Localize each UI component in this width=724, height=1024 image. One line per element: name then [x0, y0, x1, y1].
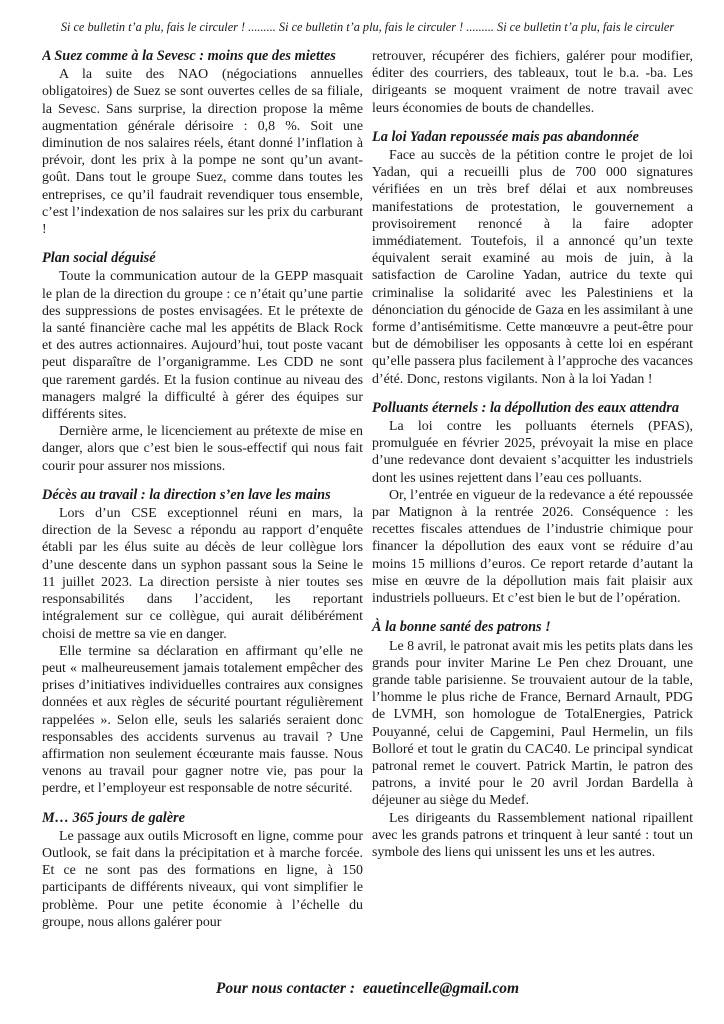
paragraph: Dernière arme, le licenciement au prétexte de mise en danger, alors que c’est bien le sous-effectif qui nous fait courir pour assurer nos missions.: [42, 424, 363, 474]
paragraph: Les dirigeants du Rassemblement national ripaillent avec les grands patrons et trinquent à leur santé : tout un symbole des liens qui unissent les uns et les autres.: [372, 810, 693, 860]
section-nao-suez: [42, 48, 363, 238]
contact-email: eauetincelle@gmail.com: [362, 980, 520, 997]
section-heading: M… 365 jours de galère: [42, 809, 185, 826]
section-plan-social: [42, 250, 363, 475]
circulation-banner: Si ce bulletin t’a plu, fais le circuler ! ......... Si ce bulletin t’a plu, fais le circuler ! ......... Si ce bulletin t’a plu, fais le circuler: [60, 20, 675, 34]
section-heading: A Suez comme à la Sevesc : moins que des miettes: [42, 48, 336, 64]
paragraph: Lors d’un CSE exceptionnel réuni en mars, la direction de la Sevesc a répondu au rapport d’enquête établi par les élus suite au décès de leur collègue lors d’une descente dans un syphon passant sous la Seine le 11 juillet 2023. La direction persiste à nier toutes ses responsabilités dans l’accident, les reportant intégralement sur ce collègue, qui aurait délibérément choisi de mettre sa vie en danger.: [42, 506, 363, 642]
section-loi-yadan: [372, 129, 693, 388]
paragraph: A la suite des NAO (négociations annuelles obligatoires) de Suez se sont ouvertes celles de sa filiale, la Sevesc. Sans surprise, la direction propose la même augmentation générale dérisoire : 0,8 %. Soit une diminution de nos salaires réels, étant donné l’inflation à prévoir, dont les prix à la pompe ne sont qu’un avant-goût. Dans tout le groupe Suez, comme dans toutes les entreprises, ce qu’il faudrait revendiquer tous ensemble, c’est l’indexation de nos salaires sur les prix du carburant !: [42, 67, 363, 238]
section-365-galere-continuation: [372, 48, 693, 117]
section-365-galere: [42, 810, 363, 931]
paragraph: Face au succès de la pétition contre le projet de loi Yadan, qui a recueilli plus de 700 000 signatures vérifiées en un très bref délai et aux nombreuses manifestations de protestation, le gouvernement a provisoirement renoncé à la faire adopter immédiatement. Toutefois, il a annoncé qu’un texte équivalent serait examiné au mois de juin, à la satisfaction de Caroline Yadan, autrice du texte qui criminalise la solidarité avec les Palestiniens et la dénonciation du génocide de Gaza en les assimilant à une forme d’antisémitisme. Cette manœuvre a peut-être pour but de démobiliser les opposants à cette loi en espérant qu’elle passera plus facilement à l’approche des vacances d’été. Donc, restons vigilants. Non à la loi Yadan !: [372, 148, 693, 387]
right-column: [372, 48, 693, 964]
paragraph: Or, l’entrée en vigueur de la redevance a été repoussée par Matignon à la rentrée 2026. Conséquence : les recettes fiscales attendues de l’industrie chimique pour financer la dépollution des eaux vont se réduire d’au moins 15 millions d’euros. Ce report retarde d’autant la mise en œuvre de la dépollution mais fait plaisir aux industriels pollueurs. Et c’est bien le but de l’opération.: [372, 487, 693, 607]
section-sante-patrons: [372, 619, 693, 861]
two-column-body: [42, 48, 693, 964]
paragraph: Toute la communication autour de la GEPP masquait le plan de la direction du groupe : ce n’était qu’une partie des suppressions de postes envisagées. Et le prétexte de la santé financière cache mal les appétits de Black Rock et des autres actionnaires. Aujourd’hui, tout poste vacant peut disparaître de l’organigramme. Les CDD ne sont que rarement gardés. Et la fusion continue au niveau des managers malgré la difficulté à gérer des équipes sur différents sites.: [42, 269, 363, 423]
paragraph: Le 8 avril, le patronat avait mis les petits plats dans les grands pour inviter Marine Le Pen chez Drouant, une grande table parisienne. Se trouvaient autour de la table, l’homme le plus riche de France, Bernard Arnault, PDG de LVMH, son homologue de TotalEnergies, Patrick Pouyanné, celui de Capgemini, Paul Hermelin, un fils Bolloré et tout le gratin du CAC40. Le principal syndicat patronal remet le couvert. Patrick Martin, le patron des patrons, a invité pour le 20 avril Jordan Bardella à déjeuner au siège du Medef.: [372, 638, 693, 809]
paragraph-continuation: retrouver, récupérer des fichiers, galérer pour modifier, éditer des courriers, des tableaux, tout le b.a. -ba. Les dirigeants se moquent vraiment de notre travail avec leurs économies de bouts de chandelles.: [372, 49, 693, 116]
contact-line: [42, 964, 693, 1024]
paragraph: Le passage aux outils Microsoft en ligne, comme pour Outlook, se fait dans la précipitation et à marche forcée. Et ce ne sont pas des formations en ligne, à 150 participants de différents niveaux, qui vont simplifier le problème. Pour une petite économie à l’échelle du groupe, nous allons galérer pour: [42, 828, 363, 930]
section-heading: La loi Yadan repoussée mais pas abandonnée: [372, 128, 639, 145]
paragraph: Elle termine sa déclaration en affirmant qu’elle ne peut « malheureusement jamais totalement empêcher des prises d’initiatives individuelles contraires aux consignes données et aux règles de sécurité pourtant régulièrement rappelées ». Selon elle, seuls les salariés seraient donc responsables des accidents survenus au travail ? Une affirmation non seulement écœurante mais fausse. Nous venons au travail pour gagner notre vie, pas pour la perdre, et l’employeur est responsable de notre sécurité.: [42, 643, 363, 797]
section-heading: Polluants éternels : la dépollution des eaux attendra: [372, 399, 680, 416]
contact-label: Pour nous contacter :: [215, 980, 355, 997]
section-heading: À la bonne santé des patrons !: [372, 619, 551, 636]
section-heading: Décès au travail : la direction s’en lave les mains: [42, 486, 331, 503]
section-polluants-eternels: [372, 400, 693, 607]
section-heading: Plan social déguisé: [42, 250, 156, 267]
section-deces-travail: [42, 487, 363, 798]
left-column: [42, 48, 363, 964]
paragraph: La loi contre les polluants éternels (PFAS), promulguée en février 2025, prévoyait la mise en place d’une redevance dont devaient s’acquitter les industriels dont les usines rejettent dans l’eau ces polluants.: [372, 419, 693, 486]
